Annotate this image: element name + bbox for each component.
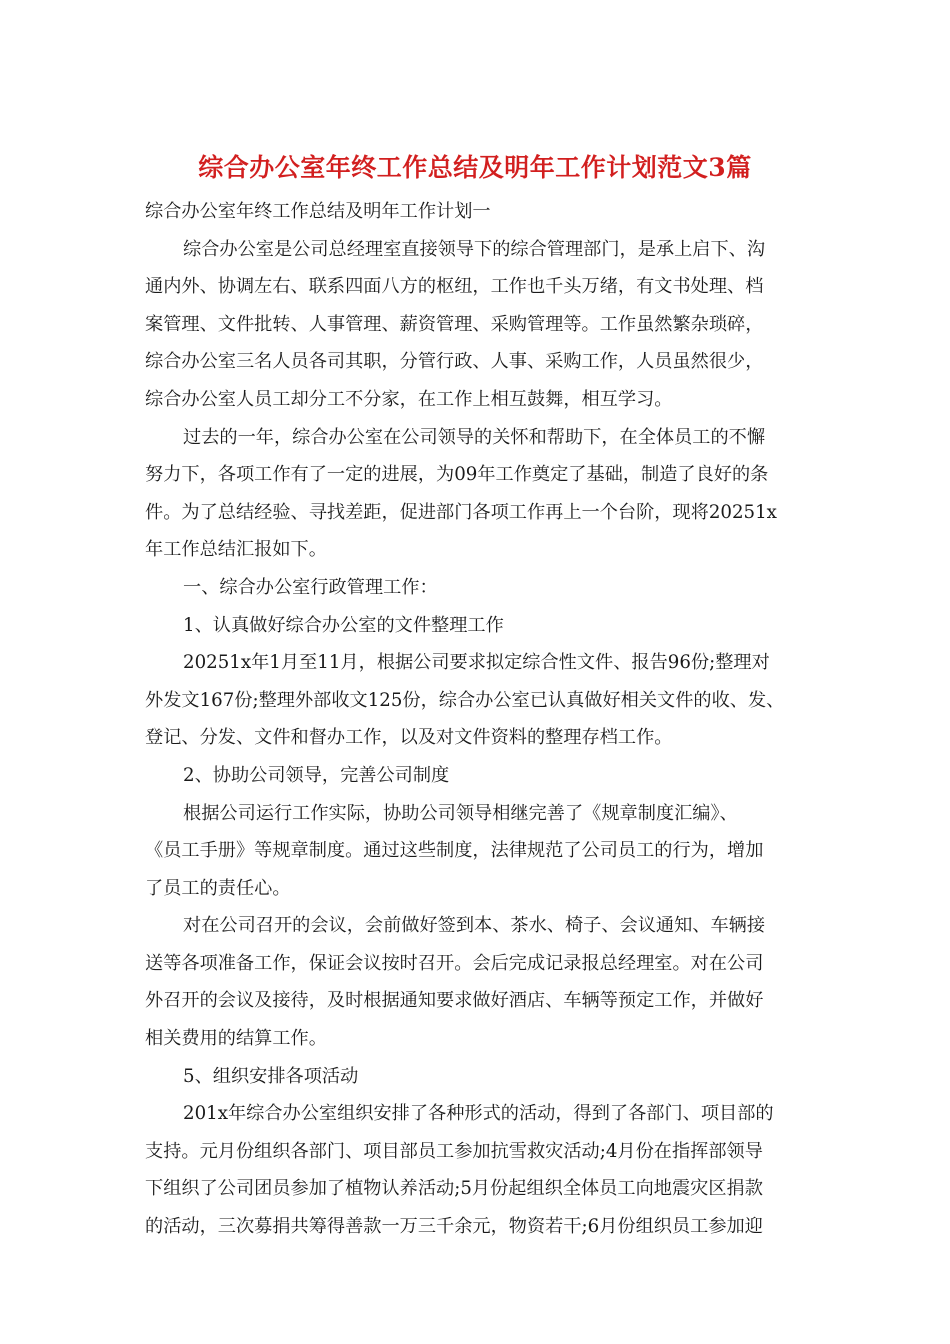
text-line: 外召开的会议及接待，及时根据通知要求做好酒店、车辆等预定工作，并做好	[145, 990, 764, 1012]
text-line: 年工作总结汇报如下。	[145, 539, 327, 561]
text-line: 了员工的责任心。	[145, 877, 291, 899]
text-line: 的活动，三次募捐共筹得善款一万三千余元，物资若干;6月份组织员工参加迎	[145, 1216, 763, 1238]
text-line: 送等各项准备工作，保证会议按时召开。会后完成记录报总经理室。对在公司	[145, 952, 764, 974]
text-line: 1、认真做好综合办公室的文件整理工作	[183, 614, 504, 636]
text-line: 通内外、协调左右、联系四面八方的枢纽，工作也千头万绪，有文书处理、档	[145, 276, 764, 298]
text-line: 综合办公室年终工作总结及明年工作计划一	[145, 201, 491, 222]
text-line: 综合办公室是公司总经理室直接领导下的综合管理部门，是承上启下、沟	[183, 238, 766, 260]
text-line: 努力下，各项工作有了一定的进展，为09年工作奠定了基础，制造了良好的条	[145, 464, 769, 486]
document-title: 综合办公室年终工作总结及明年工作计划范文3篇	[198, 153, 752, 182]
text-line: 下组织了公司团员参加了植物认养活动;5月份起组织全体员工向地震灾区捐款	[145, 1178, 763, 1200]
text-line: 根据公司运行工作实际，协助公司领导相继完善了《规章制度汇编》、	[183, 802, 738, 824]
text-line: 对在公司召开的会议，会前做好签到本、茶水、椅子、会议通知、车辆接	[183, 915, 766, 937]
text-line: 综合办公室人员工却分工不分家，在工作上相互鼓舞，相互学习。	[145, 388, 673, 410]
text-line: 2、协助公司领导，完善公司制度	[183, 764, 450, 786]
text-line: 外发文167份;整理外部收文125份，综合办公室已认真做好相关文件的收、发、	[145, 689, 785, 711]
text-line: 过去的一年，综合办公室在公司领导的关怀和帮助下，在全体员工的不懈	[183, 426, 766, 448]
text-line: 201x年综合办公室组织安排了各种形式的活动，得到了各部门、项目部的	[183, 1103, 774, 1125]
text-line: 20251x年1月至11月，根据公司要求拟定综合性文件、报告96份;整理对	[183, 652, 770, 674]
text-line: 登记、分发、文件和督办工作，以及对文件资料的整理存档工作。	[145, 727, 673, 749]
text-line: 5、组织安排各项活动	[183, 1065, 359, 1087]
text-line: 《员工手册》等规章制度。通过这些制度，法律规范了公司员工的行为，增加	[145, 840, 764, 862]
text-line: 案管理、文件批转、人事管理、薪资管理、采购管理等。工作虽然繁杂琐碎，	[145, 313, 764, 335]
text-line: 综合办公室三名人员各司其职，分管行政、人事、采购工作，人员虽然很少，	[145, 351, 764, 373]
text-line: 一、综合办公室行政管理工作：	[183, 576, 438, 598]
document-body	[145, 193, 815, 1246]
text-line: 相关费用的结算工作。	[145, 1028, 327, 1050]
text-line: 支持。元月份组织各部门、项目部员工参加抗雪救灾活动;4月份在指挥部领导	[145, 1140, 763, 1162]
text-line: 件。为了总结经验、寻找差距，促进部门各项工作再上一个台阶，现将20251x	[145, 501, 777, 523]
